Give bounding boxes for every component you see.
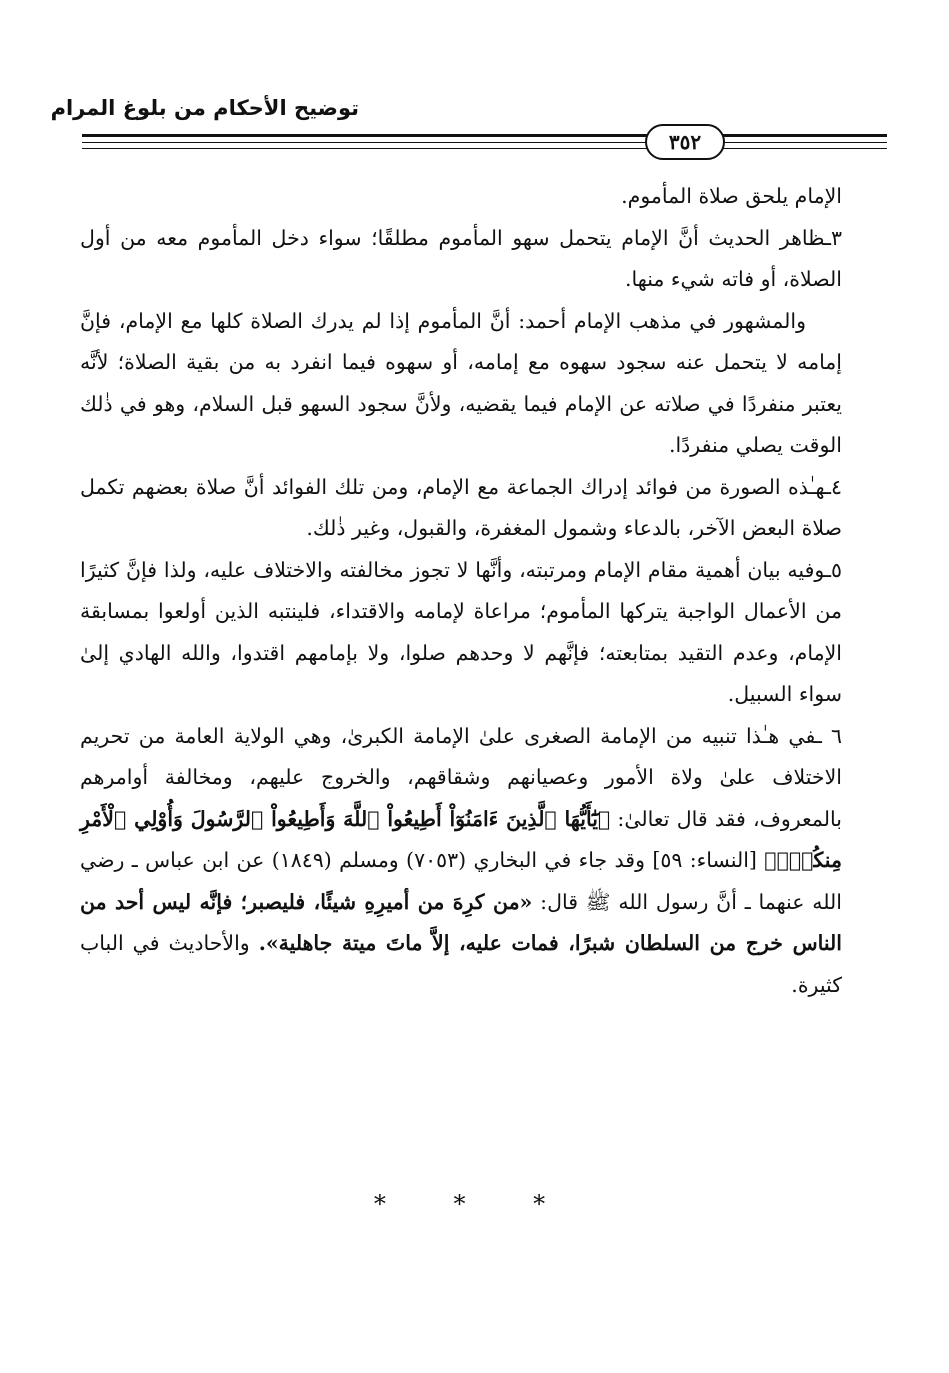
page-header <box>0 0 949 170</box>
item-text: ظاهر الحديث أنَّ الإمام يتحمل سهو المأموم مطلقًا؛ سواء دخل المأموم معه من أول الصلاة، أو فاته شيء منها. <box>80 225 842 291</box>
hadith-quote: «من كرِهَ من أميرِهِ شيئًا، فليصبر؛ فإنَّه ليس أحد من الناس خرج من السلطان شبرًا، فمات عليه، إلاَّ ماتَ ميتة جاهلية». <box>80 889 842 955</box>
page-number: ٣٥٢ <box>645 124 725 160</box>
section-separator: * * * <box>373 1190 576 1218</box>
item-text: وفيه بيان أهمية مقام الإمام ومرتبته، وأنَّها لا تجوز مخالفته والاختلاف عليه، ولذا فإنَّ كثيرًا من الأعمال الواجبة يتركها المأموم؛ مراعاة لإمامه والاقتداء، فلينتبه الذين أولعوا بمسابقة الإمام، وعدم التقيد بمتابعته؛ فإنَّهم لا وحدهم صلوا، ولا بإمامهم اقتدوا، والله الهادي إلىٰ سواء السبيل. <box>80 557 842 706</box>
paragraph-continuation: الإمام يلحق صلاة المأموم. <box>621 184 842 208</box>
body-text <box>80 176 842 1006</box>
item-text: في هـٰذا تنبيه من الإمامة الصغرى علىٰ الإمامة الكبرىٰ، وهي الولاية العامة من تحريم الاختلاف علىٰ ولاة الأمور وعصيانهم وشقاقهم، والخروج عليهم، ومخالفة أوامرهم بالمعروف، فقد قال تعالىٰ: <box>80 723 842 831</box>
header-rule-thick <box>82 134 887 137</box>
list-item-4 <box>80 467 842 550</box>
citation-text: [النساء: ٥٩] وقد جاء في البخاري (٧٠٥٣) ومسلم (١٨٤٩) عن ابن عباس ـ رضي الله عنهما ـ أنَّ رسول الله ﷺ قال: <box>80 848 842 914</box>
quran-verse: ﴿يَٰٓأَيُّهَا ٱلَّذِينَ ءَامَنُوٓاْ أَطِيعُواْ ٱللَّهَ وَأَطِيعُواْ ٱلرَّسُولَ وَأُوْلِي ٱلْأَمْرِ مِنكُمْۖ﴾ <box>80 806 842 872</box>
paragraph-mashhur: والمشهور في مذهب الإمام أحمد: أنَّ المأموم إذا لم يدرك الصلاة كلها مع الإمام، فإنَّ إمامه لا يتحمل عنه سجود سهوه مع إمامه، أو سهوه فيما انفرد به من بقية الصلاة؛ لأنَّه يعتبر منفردًا في صلاته عن الإمام فيما يقضيه، ولأنَّ سجود السهو قبل السلام، وهو في ذٰلك الوقت يصلي منفردًا. <box>80 308 842 457</box>
item-number: ٦ ـ <box>815 723 842 748</box>
header-rule-thin-2 <box>82 148 887 149</box>
item-text: هـٰذه الصورة من فوائد إدراك الجماعة مع الإمام، ومن تلك الفوائد أنَّ صلاة بعضهم تكمل صلاة البعض الآخر، بالدعاء وشمول المغفرة، والقبول، وغير ذٰلك. <box>80 474 842 540</box>
item-number: ٣ـ <box>824 225 842 250</box>
item-number: ٤ـ <box>824 474 842 499</box>
header-rule-thin <box>82 142 887 143</box>
running-title: توضيح الأحكام من بلوغ المرام <box>50 96 359 120</box>
list-item-3 <box>80 218 842 301</box>
list-item-6 <box>80 716 842 1007</box>
closing-text: والأحاديث في الباب كثيرة. <box>80 931 842 997</box>
item-number: ٥ـ <box>824 557 842 582</box>
list-item-5 <box>80 550 842 716</box>
